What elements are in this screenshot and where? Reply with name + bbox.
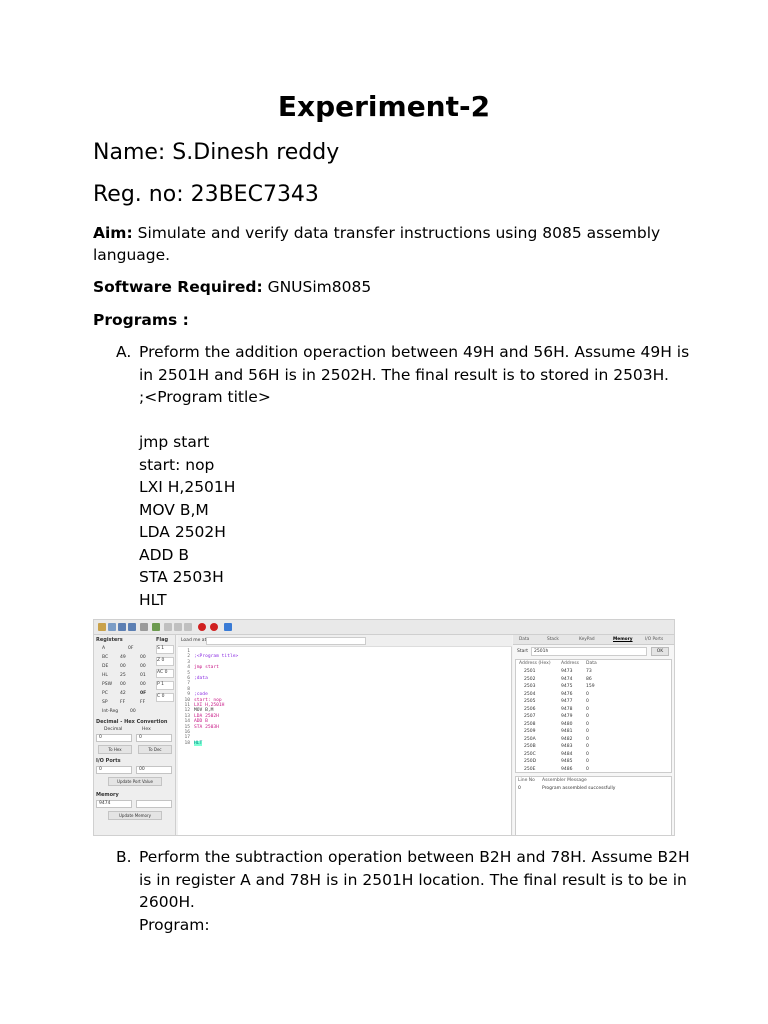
code-editor[interactable] bbox=[178, 635, 512, 836]
register-row: PC 42 0F bbox=[102, 691, 147, 696]
blank-line bbox=[139, 409, 676, 432]
update-port-button[interactable]: Update Port Value bbox=[108, 777, 162, 786]
memory-header-row: Address (Hex) Address Data bbox=[519, 661, 597, 666]
memory-row[interactable] bbox=[518, 744, 668, 751]
register-row: A 0F bbox=[102, 646, 134, 651]
memory-row[interactable] bbox=[518, 722, 668, 729]
item-a-line: ;<Program title> bbox=[139, 388, 271, 406]
memory-cell: 9481 bbox=[561, 729, 573, 734]
settings-icon bbox=[224, 623, 232, 631]
code-text: start: nop bbox=[194, 697, 222, 703]
code-text: ;code bbox=[194, 692, 208, 698]
line-number: 10 bbox=[184, 697, 190, 703]
step-out-icon bbox=[184, 623, 192, 631]
line-number: 15 bbox=[184, 724, 190, 730]
code-text: LXI H,2501H bbox=[194, 703, 225, 708]
memory-cell: 2505 bbox=[524, 699, 536, 704]
memory-cell: 0 bbox=[586, 736, 589, 742]
code-line: start: nop bbox=[139, 455, 215, 474]
load-label: Load me at bbox=[181, 638, 207, 643]
memory-cell: 2507 bbox=[524, 714, 536, 719]
flag-s: S 1 bbox=[156, 645, 174, 654]
line-no-header: Line No bbox=[518, 778, 535, 783]
io-value-input[interactable]: 00 bbox=[136, 766, 172, 774]
list-marker: A. bbox=[116, 343, 132, 361]
memory-cell: 0 bbox=[586, 691, 589, 697]
flag-c: C 0 bbox=[156, 693, 174, 702]
software-text: GNUSim8085 bbox=[262, 278, 372, 296]
item-b-line: is in register A and 78H is in 2501H location. The final result is to be in bbox=[139, 870, 687, 889]
register-row: BC 49 00 bbox=[102, 655, 146, 660]
memory-cell: 2509 bbox=[524, 729, 536, 734]
code-text: MOV B,M bbox=[194, 708, 214, 714]
aim-paragraph bbox=[93, 222, 673, 266]
line-number: 4 bbox=[187, 665, 190, 671]
assembler-messages bbox=[515, 776, 672, 836]
line-number: 2 bbox=[187, 654, 190, 660]
code-text: HLT bbox=[194, 740, 203, 746]
to-hex-button[interactable]: To Hex bbox=[98, 745, 132, 754]
code-line: LXI H,2501H bbox=[139, 478, 236, 496]
software-paragraph bbox=[93, 276, 673, 298]
memory-value-input[interactable] bbox=[136, 800, 172, 808]
simulator-toolbar bbox=[94, 620, 674, 635]
hex-label: Hex bbox=[142, 727, 151, 732]
memory-cell: 9480 bbox=[561, 721, 573, 727]
memory-cell: 9476 bbox=[561, 691, 573, 697]
memory-cell: 9483 bbox=[561, 744, 573, 749]
step-over-icon bbox=[174, 623, 182, 631]
memory-cell: 9479 bbox=[561, 714, 573, 719]
memory-row[interactable] bbox=[518, 737, 668, 744]
io-ports-label: I/O Ports bbox=[96, 758, 121, 764]
memory-cell: 0 bbox=[586, 706, 589, 712]
memory-cell: 250D bbox=[524, 759, 537, 764]
memory-cell: 0 bbox=[586, 714, 589, 719]
line-number: 13 bbox=[184, 713, 190, 719]
register-row: HL 25 01 bbox=[102, 673, 146, 678]
memory-row[interactable] bbox=[518, 707, 668, 714]
list-item-a bbox=[116, 341, 690, 611]
line-number: 1 bbox=[187, 649, 190, 654]
register-row: SP FF FF bbox=[102, 700, 146, 705]
decimal-input[interactable]: 0 bbox=[96, 734, 132, 742]
io-port-input[interactable]: 0 bbox=[96, 766, 132, 774]
memory-cell: 9485 bbox=[561, 759, 573, 764]
document-title: Experiment-2 bbox=[277, 90, 491, 123]
memory-cell: 9474 bbox=[561, 676, 573, 682]
item-b-line: Perform the subtraction operation between B2H and 78H. Assume B2H bbox=[139, 848, 690, 866]
memory-cell: 250E bbox=[524, 766, 536, 772]
line-number: 11 bbox=[184, 703, 190, 708]
code-text: jmp start bbox=[194, 665, 219, 671]
memory-row[interactable] bbox=[518, 684, 668, 691]
memory-cell: 0 bbox=[586, 699, 589, 704]
message-header: Assembler Message bbox=[542, 778, 587, 783]
code-text: ADD B bbox=[194, 719, 208, 725]
memory-cell: 9475 bbox=[561, 684, 573, 689]
memory-row[interactable] bbox=[518, 759, 668, 766]
line-number: 3 bbox=[187, 659, 190, 665]
flag-label: Flag bbox=[156, 637, 169, 643]
memory-row[interactable] bbox=[518, 692, 668, 699]
step-in-icon bbox=[164, 623, 172, 631]
ok-button[interactable]: OK bbox=[651, 647, 669, 656]
tab-stack[interactable]: Stack bbox=[547, 637, 559, 642]
tab-memory[interactable]: Memory bbox=[613, 637, 633, 642]
memory-row[interactable] bbox=[518, 714, 668, 721]
programs-label: Programs : bbox=[93, 311, 189, 329]
memory-cell: 2506 bbox=[524, 706, 536, 712]
line-number: 7 bbox=[187, 681, 190, 687]
line-number: 16 bbox=[184, 730, 190, 735]
message-line-no: 0 bbox=[518, 786, 521, 791]
print-icon bbox=[140, 623, 148, 631]
memory-address-input[interactable]: 9474 bbox=[96, 800, 132, 808]
memory-row[interactable] bbox=[518, 677, 668, 684]
flag-ac: AC 0 bbox=[156, 669, 174, 678]
item-b-line: Program: bbox=[139, 915, 210, 934]
code-line: LDA 2502H bbox=[139, 523, 226, 541]
memory-row[interactable] bbox=[518, 767, 668, 774]
memory-cell: 250C bbox=[524, 751, 536, 757]
aim-text: Simulate and verify data transfer instructions using 8085 assembly language. bbox=[93, 224, 661, 264]
memory-cell: 9482 bbox=[561, 736, 573, 742]
breakpoint-icon bbox=[198, 623, 206, 631]
code-line: jmp start bbox=[139, 433, 210, 451]
memory-cell: 2502 bbox=[524, 676, 536, 682]
open-icon bbox=[108, 623, 116, 631]
message-text: Program assembled successfully bbox=[542, 786, 616, 791]
memory-cell: 0 bbox=[586, 721, 589, 727]
conversion-label: Decimal - Hex Convertion bbox=[96, 719, 168, 725]
memory-row[interactable] bbox=[518, 669, 668, 676]
hex-input[interactable]: 0 bbox=[136, 734, 172, 742]
line-number: 18 bbox=[184, 740, 190, 746]
register-row: Int-Reg 00 bbox=[102, 709, 136, 714]
item-a-line: Preform the addition operaction between 49H and 56H. Assume 49H is bbox=[139, 343, 690, 361]
line-number: 6 bbox=[187, 676, 190, 681]
line-number: 14 bbox=[184, 719, 190, 725]
memory-label: Memory bbox=[96, 792, 119, 798]
memory-cell: 0 bbox=[586, 744, 589, 749]
to-dec-button[interactable]: To Dec bbox=[138, 745, 172, 754]
update-memory-button[interactable]: Update Memory bbox=[108, 811, 162, 820]
memory-cell: 2503 bbox=[524, 684, 536, 689]
memory-cell: 0 bbox=[586, 751, 589, 757]
start-label: Start bbox=[517, 649, 528, 654]
list-item-b bbox=[116, 846, 690, 936]
flag-p: P 1 bbox=[156, 681, 174, 690]
code-line: HLT bbox=[139, 590, 167, 609]
item-a-line: in 2501H and 56H is in 2502H. The final result is to stored in 2503H. bbox=[139, 365, 669, 384]
code-text: ;data bbox=[194, 676, 208, 681]
line-number: 12 bbox=[184, 708, 190, 714]
code-line: STA 2503H bbox=[139, 568, 224, 586]
line-number: 8 bbox=[187, 686, 190, 692]
memory-cell: 250A bbox=[524, 736, 536, 742]
memory-cell: 159 bbox=[586, 684, 595, 689]
new-icon bbox=[98, 623, 106, 631]
panel-tabs bbox=[513, 635, 674, 645]
memory-cell: 0 bbox=[586, 766, 589, 772]
memory-cell: 9478 bbox=[561, 706, 573, 712]
save-as-icon bbox=[128, 623, 136, 631]
save-icon bbox=[118, 623, 126, 631]
code-text: STA 2503H bbox=[194, 724, 219, 730]
registration-number: Reg. no: 23BEC7343 bbox=[93, 182, 319, 207]
load-address-input[interactable] bbox=[206, 637, 366, 645]
memory-cell: 2504 bbox=[524, 691, 536, 697]
code-line: ADD B bbox=[139, 545, 190, 564]
item-a-body bbox=[139, 341, 690, 611]
load-bar bbox=[178, 635, 512, 647]
memory-panel bbox=[513, 635, 674, 836]
aim-label: Aim: bbox=[93, 224, 133, 242]
simulator-screenshot bbox=[93, 619, 675, 836]
item-b-body bbox=[139, 846, 690, 936]
memory-cell: 0 bbox=[586, 729, 589, 734]
line-number: 5 bbox=[187, 670, 190, 676]
memory-cell: 73 bbox=[586, 669, 592, 674]
list-marker: B. bbox=[116, 848, 132, 866]
memory-cell: 2501 bbox=[524, 669, 536, 674]
assemble-icon bbox=[152, 623, 160, 631]
memory-row[interactable] bbox=[518, 699, 668, 706]
memory-cell: 250B bbox=[524, 744, 536, 749]
memory-cell: 9486 bbox=[561, 766, 573, 772]
memory-cell: 0 bbox=[586, 759, 589, 764]
register-row: PSW 00 00 bbox=[102, 682, 146, 687]
registers-panel bbox=[94, 635, 176, 836]
flag-z: Z 0 bbox=[156, 657, 174, 666]
memory-row[interactable] bbox=[518, 729, 668, 736]
line-number: 9 bbox=[187, 692, 190, 698]
programs-heading bbox=[93, 309, 673, 331]
stop-icon bbox=[210, 623, 218, 631]
code-text: ;<Program title> bbox=[194, 654, 239, 660]
line-number: 17 bbox=[184, 735, 190, 741]
software-label: Software Required: bbox=[93, 278, 263, 296]
register-row: DE 00 00 bbox=[102, 664, 146, 669]
memory-cell: 86 bbox=[586, 676, 592, 682]
memory-cell: 2508 bbox=[524, 721, 536, 727]
item-b-line: 2600H. bbox=[139, 893, 195, 911]
memory-cell: 9484 bbox=[561, 751, 573, 757]
start-input[interactable]: 2501h bbox=[531, 647, 647, 656]
code-text: LDA 2502H bbox=[194, 713, 219, 719]
student-name: Name: S.Dinesh reddy bbox=[93, 140, 340, 165]
registers-label: Registers bbox=[96, 637, 123, 643]
tab-io-ports[interactable]: I/O Ports bbox=[645, 637, 664, 642]
tab-data[interactable]: Data bbox=[519, 637, 530, 642]
tab-keypad[interactable]: KeyPad bbox=[579, 637, 595, 642]
memory-cell: 9473 bbox=[561, 669, 573, 674]
memory-row[interactable] bbox=[518, 752, 668, 759]
decimal-label: Decimal bbox=[104, 727, 123, 732]
memory-table bbox=[515, 659, 672, 773]
memory-cell: 9477 bbox=[561, 699, 573, 704]
code-line: MOV B,M bbox=[139, 500, 209, 519]
